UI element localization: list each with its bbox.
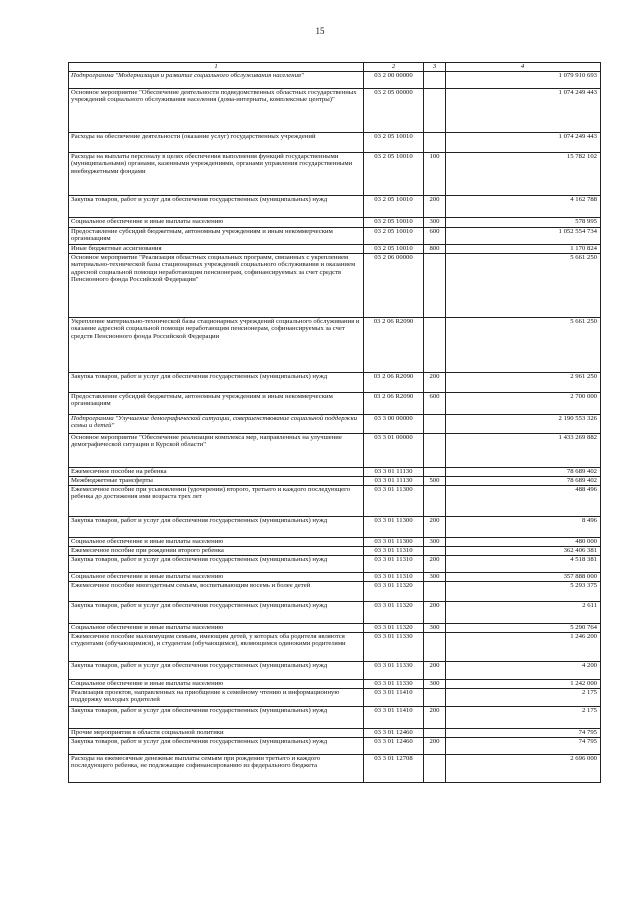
- row-name-cell: Укрепление материально-технической базы стационарных учреждений социального обслуживания и оказание адресной социальной помощи неработающим пенсионерам, софинансируемых за счет средств Пенсионного фонда Российской Федерации: [69, 317, 364, 372]
- row-amount-cell: 2 190 553 326: [446, 414, 601, 433]
- row-name-cell: Закупка товаров, работ и услуг для обеспечения государственных (муниципальных) нужд: [69, 195, 364, 217]
- row-type-cell: [424, 317, 446, 372]
- row-name-cell: Иные бюджетные ассигнования: [69, 244, 364, 253]
- budget-table: [68, 62, 601, 783]
- row-type-cell: [424, 414, 446, 433]
- row-name-cell: Прочие мероприятия в области социальной политики: [69, 728, 364, 737]
- row-type-cell: [424, 71, 446, 88]
- table-row: [69, 227, 601, 244]
- row-type-cell: 300: [424, 217, 446, 227]
- row-name-cell: Основное мероприятие "Реализация областных социальных программ, связанных с укреплением материально-технической базы стационарных учреждений социального обслуживания и оказанием адресной социальной помощи неработающим пенсионерам, софинансируемых за счет средств Пенсионного фонда Российской Федерации": [69, 253, 364, 317]
- row-amount-cell: 4 518 381: [446, 555, 601, 572]
- row-code-cell: 03 3 01 11410: [364, 706, 424, 728]
- table-row: [69, 754, 601, 782]
- table-row: [69, 679, 601, 688]
- row-name-cell: Ежемесячное пособие при рождении второго ребенка: [69, 546, 364, 555]
- table-row: [69, 476, 601, 485]
- header-cell-3: 3: [424, 63, 446, 72]
- row-type-cell: 200: [424, 706, 446, 728]
- table-row: [69, 372, 601, 392]
- table-row: [69, 467, 601, 476]
- row-type-cell: [424, 688, 446, 706]
- row-code-cell: 03 3 01 11130: [364, 476, 424, 485]
- row-code-cell: 03 3 01 11300: [364, 485, 424, 516]
- row-amount-cell: 2 961 250: [446, 372, 601, 392]
- row-amount-cell: 5 293 375: [446, 581, 601, 601]
- table-header-row: [69, 63, 601, 72]
- row-amount-cell: 2 611: [446, 601, 601, 623]
- row-type-cell: [424, 253, 446, 317]
- table-row: [69, 253, 601, 317]
- row-name-cell: Расходы на ежемесячные денежные выплаты семьям при рождении третьего и каждого последующего ребенка, не подлежащие софинансированию из федерального бюджета: [69, 754, 364, 782]
- row-type-cell: 200: [424, 737, 446, 754]
- row-amount-cell: 5 290 764: [446, 623, 601, 632]
- row-amount-cell: 488 496: [446, 485, 601, 516]
- table-row: [69, 71, 601, 88]
- row-type-cell: 200: [424, 601, 446, 623]
- table-row: [69, 546, 601, 555]
- row-code-cell: 03 3 01 11320: [364, 623, 424, 632]
- row-name-cell: Социальное обеспечение и иные выплаты населению: [69, 217, 364, 227]
- row-type-cell: 200: [424, 195, 446, 217]
- row-code-cell: 03 3 01 11300: [364, 516, 424, 537]
- row-code-cell: 03 2 00 00000: [364, 71, 424, 88]
- row-type-cell: 200: [424, 555, 446, 572]
- row-code-cell: 03 3 01 11330: [364, 661, 424, 679]
- table-row: [69, 706, 601, 728]
- row-code-cell: 03 2 05 10010: [364, 244, 424, 253]
- row-name-cell: Социальное обеспечение и иные выплаты населению: [69, 623, 364, 632]
- header-cell-2: 2: [364, 63, 424, 72]
- row-name-cell: Подпрограмма "Улучшение демографической ситуации, совершенствование социальной поддержки семьи и детей": [69, 414, 364, 433]
- row-name-cell: Предоставление субсидий бюджетным, автономным учреждениям и иным некоммерческим организациям: [69, 227, 364, 244]
- row-name-cell: Ежемесячное пособие при усыновлении (удочерении) второго, третьего и каждого последующего ребенка до достижения ими возраста трех лет: [69, 485, 364, 516]
- table-row: [69, 601, 601, 623]
- row-amount-cell: 5 661 250: [446, 253, 601, 317]
- table-row: [69, 537, 601, 546]
- row-amount-cell: 2 696 000: [446, 754, 601, 782]
- table-row: [69, 317, 601, 372]
- table-row: [69, 485, 601, 516]
- row-name-cell: Основное мероприятие "Обеспечение реализации комплекса мер, направленных на улучшение демографической ситуации в Курской области": [69, 433, 364, 467]
- row-code-cell: 03 3 01 11310: [364, 572, 424, 581]
- row-amount-cell: 1 079 910 693: [446, 71, 601, 88]
- row-name-cell: Закупка товаров, работ и услуг для обеспечения государственных (муниципальных) нужд: [69, 372, 364, 392]
- row-code-cell: 03 3 01 12460: [364, 737, 424, 754]
- row-code-cell: 03 3 01 11310: [364, 546, 424, 555]
- table-row: [69, 555, 601, 572]
- row-type-cell: [424, 728, 446, 737]
- table-row: [69, 688, 601, 706]
- row-type-cell: 300: [424, 679, 446, 688]
- row-name-cell: Закупка товаров, работ и услуг для обеспечения государственных (муниципальных) нужд: [69, 737, 364, 754]
- row-amount-cell: 1 433 269 882: [446, 433, 601, 467]
- table-row: [69, 392, 601, 414]
- row-amount-cell: 1 170 824: [446, 244, 601, 253]
- row-amount-cell: 357 888 000: [446, 572, 601, 581]
- row-name-cell: Основное мероприятие "Обеспечение деятельности подведомственных областных государственных учреждений социального обслуживания населения (дома-интернаты, комплексные центры)": [69, 88, 364, 132]
- row-code-cell: 03 2 06 R2090: [364, 317, 424, 372]
- table-row: [69, 217, 601, 227]
- row-type-cell: 100: [424, 152, 446, 195]
- row-amount-cell: 74 795: [446, 728, 601, 737]
- row-code-cell: 03 3 01 11310: [364, 555, 424, 572]
- row-amount-cell: 2 700 000: [446, 392, 601, 414]
- row-amount-cell: 8 496: [446, 516, 601, 537]
- row-type-cell: 200: [424, 372, 446, 392]
- row-code-cell: 03 3 01 00000: [364, 433, 424, 467]
- row-name-cell: Ежемесячное пособие на ребенка: [69, 467, 364, 476]
- row-name-cell: Закупка товаров, работ и услуг для обеспечения государственных (муниципальных) нужд: [69, 516, 364, 537]
- row-type-cell: [424, 581, 446, 601]
- row-type-cell: [424, 88, 446, 132]
- row-code-cell: 03 2 05 00000: [364, 88, 424, 132]
- table-row: [69, 572, 601, 581]
- row-amount-cell: 578 995: [446, 217, 601, 227]
- row-type-cell: [424, 754, 446, 782]
- row-code-cell: 03 3 01 12460: [364, 728, 424, 737]
- table-row: [69, 661, 601, 679]
- row-code-cell: 03 3 01 11330: [364, 632, 424, 661]
- row-code-cell: 03 3 01 11320: [364, 581, 424, 601]
- row-name-cell: Социальное обеспечение и иные выплаты населению: [69, 572, 364, 581]
- row-amount-cell: 1 052 554 734: [446, 227, 601, 244]
- row-amount-cell: 2 175: [446, 706, 601, 728]
- row-code-cell: 03 3 01 11330: [364, 679, 424, 688]
- row-type-cell: 200: [424, 516, 446, 537]
- row-amount-cell: 5 661 250: [446, 317, 601, 372]
- table-row: [69, 195, 601, 217]
- table-row: [69, 516, 601, 537]
- row-name-cell: Закупка товаров, работ и услуг для обеспечения государственных (муниципальных) нужд: [69, 601, 364, 623]
- row-name-cell: Закупка товаров, работ и услуг для обеспечения государственных (муниципальных) нужд: [69, 661, 364, 679]
- row-type-cell: 300: [424, 572, 446, 581]
- row-type-cell: 300: [424, 537, 446, 546]
- table-row: [69, 632, 601, 661]
- row-name-cell: Подпрограмма "Модернизация и развитие социального обслуживания населения": [69, 71, 364, 88]
- row-name-cell: Закупка товаров, работ и услуг для обеспечения государственных (муниципальных) нужд: [69, 555, 364, 572]
- row-type-cell: [424, 433, 446, 467]
- row-type-cell: 800: [424, 244, 446, 253]
- table-row: [69, 737, 601, 754]
- row-amount-cell: 4 162 788: [446, 195, 601, 217]
- row-type-cell: [424, 546, 446, 555]
- row-amount-cell: 1 074 249 443: [446, 88, 601, 132]
- row-type-cell: 300: [424, 623, 446, 632]
- row-type-cell: [424, 632, 446, 661]
- header-cell-4: 4: [446, 63, 601, 72]
- row-name-cell: Межбюджетные трансферты: [69, 476, 364, 485]
- row-name-cell: Социальное обеспечение и иные выплаты населению: [69, 537, 364, 546]
- row-type-cell: 200: [424, 661, 446, 679]
- row-amount-cell: 4 200: [446, 661, 601, 679]
- row-type-cell: [424, 485, 446, 516]
- table-row: [69, 623, 601, 632]
- row-amount-cell: 78 689 402: [446, 467, 601, 476]
- row-amount-cell: 1 074 249 443: [446, 132, 601, 152]
- row-type-cell: [424, 467, 446, 476]
- row-type-cell: 500: [424, 476, 446, 485]
- row-name-cell: Расходы на обеспечение деятельности (оказание услуг) государственных учреждений: [69, 132, 364, 152]
- row-amount-cell: 2 175: [446, 688, 601, 706]
- table-row: [69, 433, 601, 467]
- row-name-cell: Закупка товаров, работ и услуг для обеспечения государственных (муниципальных) нужд: [69, 706, 364, 728]
- row-type-cell: 600: [424, 227, 446, 244]
- table-row: [69, 728, 601, 737]
- table-row: [69, 414, 601, 433]
- table-row: [69, 581, 601, 601]
- row-code-cell: 03 3 01 11300: [364, 537, 424, 546]
- row-code-cell: 03 3 01 12708: [364, 754, 424, 782]
- row-amount-cell: 1 242 000: [446, 679, 601, 688]
- row-amount-cell: 78 689 402: [446, 476, 601, 485]
- row-amount-cell: 480 000: [446, 537, 601, 546]
- row-amount-cell: 15 782 102: [446, 152, 601, 195]
- table-row: [69, 244, 601, 253]
- table-row: [69, 88, 601, 132]
- row-code-cell: 03 2 05 10010: [364, 227, 424, 244]
- row-amount-cell: 362 406 381: [446, 546, 601, 555]
- row-name-cell: Ежемесячное пособие малоимущим семьям, имеющим детей, у которых оба родителя являются студентами (обучающимися), и студентам (обучающимся), являющимся одинокими родителями: [69, 632, 364, 661]
- row-name-cell: Предоставление субсидий бюджетным, автономным учреждениям и иным некоммерческим организациям: [69, 392, 364, 414]
- table-row: [69, 132, 601, 152]
- row-code-cell: 03 2 06 00000: [364, 253, 424, 317]
- row-amount-cell: 1 246 200: [446, 632, 601, 661]
- row-type-cell: [424, 132, 446, 152]
- row-code-cell: 03 3 01 11130: [364, 467, 424, 476]
- row-code-cell: 03 3 00 00000: [364, 414, 424, 433]
- row-name-cell: Социальное обеспечение и иные выплаты населению: [69, 679, 364, 688]
- row-amount-cell: 74 795: [446, 737, 601, 754]
- row-code-cell: 03 2 06 R2090: [364, 372, 424, 392]
- row-name-cell: Расходы на выплаты персоналу в целях обеспечения выполнения функций государственными (муниципальными) органами, казенными учреждениями, органами управления государственными внебюджетными фондами: [69, 152, 364, 195]
- row-code-cell: 03 2 05 10010: [364, 152, 424, 195]
- row-name-cell: Ежемесячное пособие многодетным семьям, воспитывающим восемь и более детей: [69, 581, 364, 601]
- row-code-cell: 03 2 05 10010: [364, 132, 424, 152]
- row-code-cell: 03 3 01 11320: [364, 601, 424, 623]
- row-code-cell: 03 2 06 R2090: [364, 392, 424, 414]
- row-code-cell: 03 3 01 11410: [364, 688, 424, 706]
- header-cell-1: 1: [69, 63, 364, 72]
- table-row: [69, 152, 601, 195]
- row-name-cell: Реализация проектов, направленных на приобщение к семейному чтению и информационную поддержку молодых родителей: [69, 688, 364, 706]
- row-code-cell: 03 2 05 10010: [364, 217, 424, 227]
- row-code-cell: 03 2 05 10010: [364, 195, 424, 217]
- page-number: 15: [315, 26, 325, 36]
- row-type-cell: 600: [424, 392, 446, 414]
